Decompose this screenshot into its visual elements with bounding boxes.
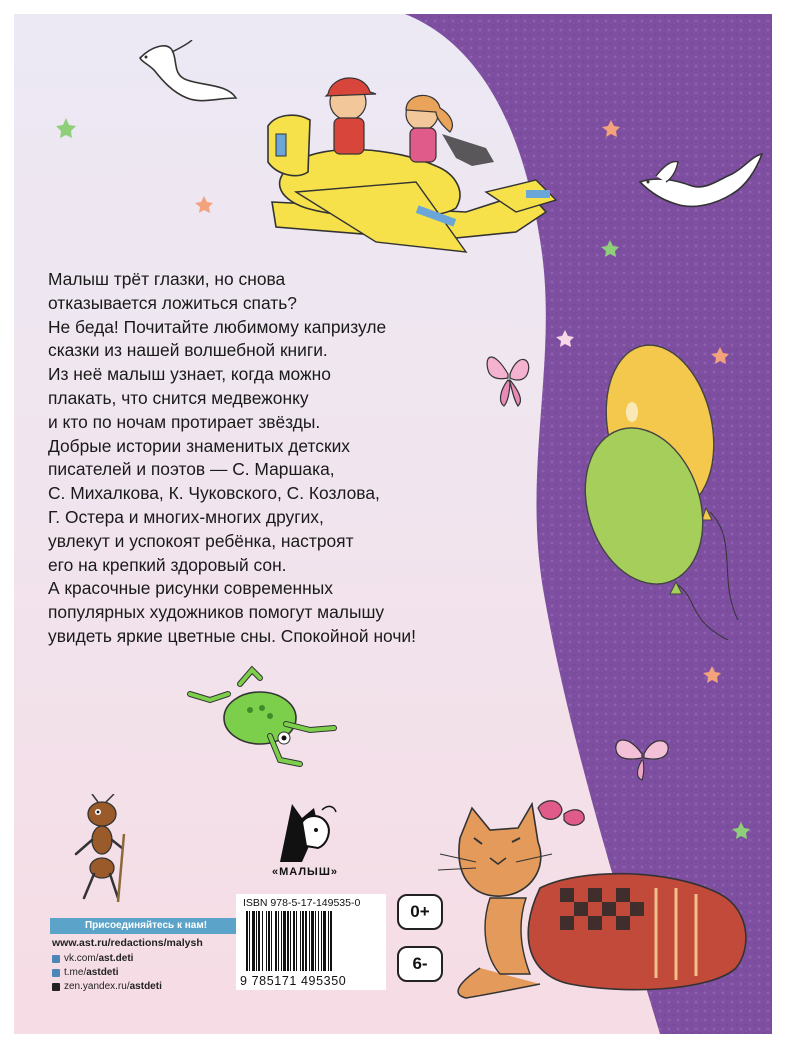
social-link-vk[interactable] bbox=[52, 953, 133, 964]
barcode-bar bbox=[305, 911, 307, 971]
barcode-icon bbox=[244, 911, 380, 973]
age-rating-badge: 0+ bbox=[397, 894, 443, 930]
social-prefix: t.me/ bbox=[64, 967, 87, 978]
book-description: Малыш трёт глазки, но снова отказывается ложиться спать? Не беда! Почитайте любимому капризуле сказки из нашей волшебной книги. Из неё малыш узнает, когда можно плакать, что снится медвежонку и кто по ночам протирает звёзды. Добрые истории знаменитых детских писателей и поэтов — С. Маршака, С. Михалкова, К. Чуковского, С. Козлова, Г. Остера и многих-многих других, увлекут и успокоят ребёнка, настроят его на крепкий здоровый сон. А красочные рисунки современных популярных художников помогут малышу увидеть яркие цветные сны. Спокойной ночи! bbox=[48, 269, 416, 646]
social-handle: astdeti bbox=[86, 967, 119, 978]
publisher-brand: «МАЛЫШ» bbox=[271, 866, 339, 878]
barcode-bar bbox=[246, 911, 248, 971]
barcode-bar bbox=[318, 911, 319, 971]
telegram-icon bbox=[52, 969, 60, 977]
barcode-bar bbox=[330, 911, 332, 971]
age-rating-badge-secondary: 6- bbox=[397, 946, 443, 982]
publisher-website-link[interactable]: www.ast.ru/redactions/malysh bbox=[52, 937, 203, 949]
barcode-bar bbox=[290, 911, 291, 971]
barcode-bar bbox=[309, 911, 310, 971]
barcode-bar bbox=[256, 911, 257, 971]
barcode-bar bbox=[262, 911, 263, 971]
barcode-bar bbox=[293, 911, 295, 971]
barcode-bar bbox=[275, 911, 277, 971]
isbn-label: ISBN 978-5-17-149535-0 bbox=[243, 897, 361, 909]
white-dove-left-icon bbox=[132, 40, 242, 110]
social-link-telegram[interactable] bbox=[52, 967, 118, 978]
barcode-bar bbox=[271, 911, 272, 971]
barcode-bar bbox=[252, 911, 255, 971]
vk-icon bbox=[52, 955, 60, 963]
barcode-bar bbox=[281, 911, 282, 971]
ant-icon bbox=[62, 794, 142, 904]
barcode-bar bbox=[315, 911, 316, 971]
barcode-bar bbox=[249, 911, 250, 971]
zen-icon bbox=[52, 983, 60, 991]
white-dove-right-icon bbox=[636, 150, 776, 220]
barcode-bar bbox=[266, 911, 267, 971]
social-prefix: zen.yandex.ru/ bbox=[64, 981, 130, 992]
join-us-banner: Присоединяйтесь к нам! bbox=[50, 918, 242, 934]
barcode-bar bbox=[278, 911, 279, 971]
pink-butterfly-small-icon bbox=[612, 730, 674, 782]
barcode-number: 9 785171 495350 bbox=[240, 974, 347, 988]
barcode-bar bbox=[283, 911, 286, 971]
barcode-bar bbox=[300, 911, 301, 971]
barcode-bar bbox=[268, 911, 270, 971]
airplane-with-children-icon bbox=[236, 62, 566, 262]
social-handle: astdeti bbox=[129, 981, 162, 992]
barcode-bar bbox=[296, 911, 297, 971]
social-prefix: vk.com/ bbox=[64, 953, 99, 964]
barcode-bar bbox=[328, 911, 329, 971]
frog-icon bbox=[180, 664, 340, 774]
social-link-zen[interactable] bbox=[52, 981, 162, 992]
barcode-bar bbox=[302, 911, 304, 971]
barcode-bar bbox=[321, 911, 322, 971]
barcode-bar bbox=[323, 911, 326, 971]
malysh-logo-icon bbox=[272, 800, 342, 866]
barcode-bar bbox=[287, 911, 289, 971]
barcode-bar bbox=[311, 911, 314, 971]
cat-in-sweater-icon bbox=[420, 798, 760, 1008]
social-handle: ast.deti bbox=[98, 953, 134, 964]
barcode-bar bbox=[258, 911, 260, 971]
